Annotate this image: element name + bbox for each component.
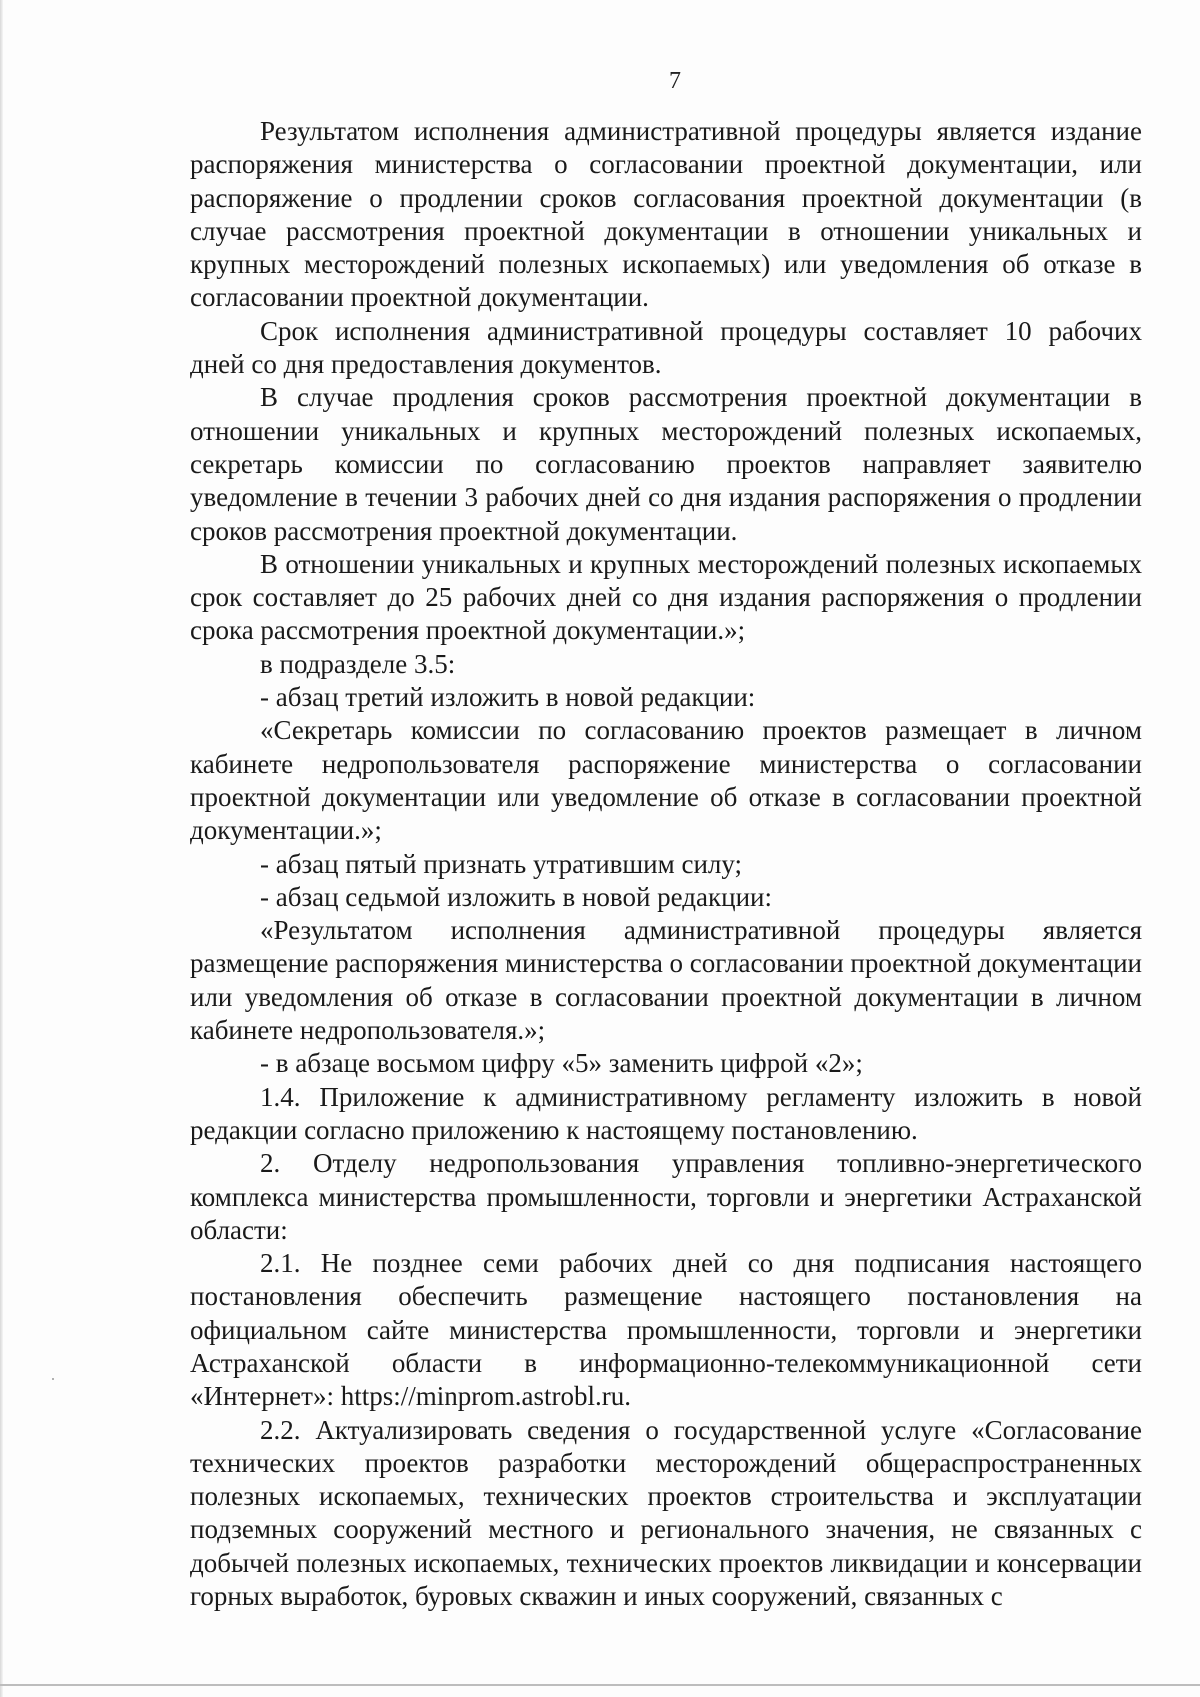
paragraph-10: «Результатом исполнения административной процедуры является размещение распоряжения министерства о согласовании проектной документации или уведомления об отказе в согласовании проектной документации в личном кабинете недропользователя.»; xyxy=(190,915,1142,1046)
paragraph-3: В случае продления сроков рассмотрения проектной документации в отношении уникальных и крупных месторождений полезных ископаемых, секретарь комиссии по согласованию проектов направляет заявителю уведомление в течении 3 рабочих дней со дня издания распоряжения о продлении сроков рассмотрения проектной документации. xyxy=(190,382,1142,546)
scan-edge-shadow xyxy=(0,0,3,1697)
paragraph-1: Результатом исполнения административной процедуры является издание распоряжения министерства о согласовании проектной документации, или распоряжение о продлении сроков согласования проектной документации (в случае рассмотрения проектной документации в отношении уникальных и крупных месторождений полезных ископаемых) или уведомления об отказе в согласовании проектной документации. xyxy=(190,116,1142,313)
scan-bottom-edge xyxy=(0,1684,1200,1686)
paragraph-2: Срок исполнения административной процедуры составляет 10 рабочих дней со дня предоставления документов. xyxy=(190,315,1142,380)
document-body xyxy=(190,115,1142,1613)
paragraph-13: 2. Отделу недропользования управления топливно-энергетического комплекса министерства промышленности, торговли и энергетики Астраханской области: xyxy=(190,1148,1142,1245)
paragraph-5: в подразделе 3.5: xyxy=(260,648,456,679)
paragraph-8: - абзац пятый признать утратившим силу; xyxy=(260,848,743,879)
paragraph-11: - в абзаце восьмом цифру «5» заменить цифрой «2»; xyxy=(260,1048,863,1079)
paragraph-6: - абзац третий изложить в новой редакции: xyxy=(260,682,756,713)
paragraph-14: 2.1. Не позднее семи рабочих дней со дня подписания настоящего постановления обеспечить размещение настоящего постановления на официальном сайте министерства промышленности, торговли и энергетики Астраханской области в информационно-телекоммуникационной сети «Интернет»: https://minprom.astrobl.ru. xyxy=(190,1248,1142,1412)
paragraph-9: - абзац седьмой изложить в новой редакции: xyxy=(260,881,772,912)
paragraph-15: 2.2. Актуализировать сведения о государственной услуге «Согласование технических проектов разработки месторождений общераспространенных полезных ископаемых, технических проектов строительства и эксплуатации подземных сооружений местного и регионального значения, не связанных с добычей полезных ископаемых, технических проектов ликвидации и консервации горных выработок, буровых скважин и иных сооружений, связанных с xyxy=(190,1414,1142,1612)
scan-speck xyxy=(52,1378,54,1380)
paragraph-7: «Секретарь комиссии по согласованию проектов размещает в личном кабинете недропользователя распоряжение министерства о согласовании проектной документации или уведомление об отказе в согласовании проектной документации.»; xyxy=(190,715,1142,846)
paragraph-4: В отношении уникальных и крупных месторождений полезных ископаемых срок составляет до 25 рабочих дней со дня издания распоряжения о продлении срока рассмотрения проектной документации.»; xyxy=(190,548,1142,646)
page-number: 7 xyxy=(669,68,681,94)
paragraph-12: 1.4. Приложение к административному регламенту изложить в новой редакции согласно приложению к настоящему постановлению. xyxy=(190,1081,1142,1145)
